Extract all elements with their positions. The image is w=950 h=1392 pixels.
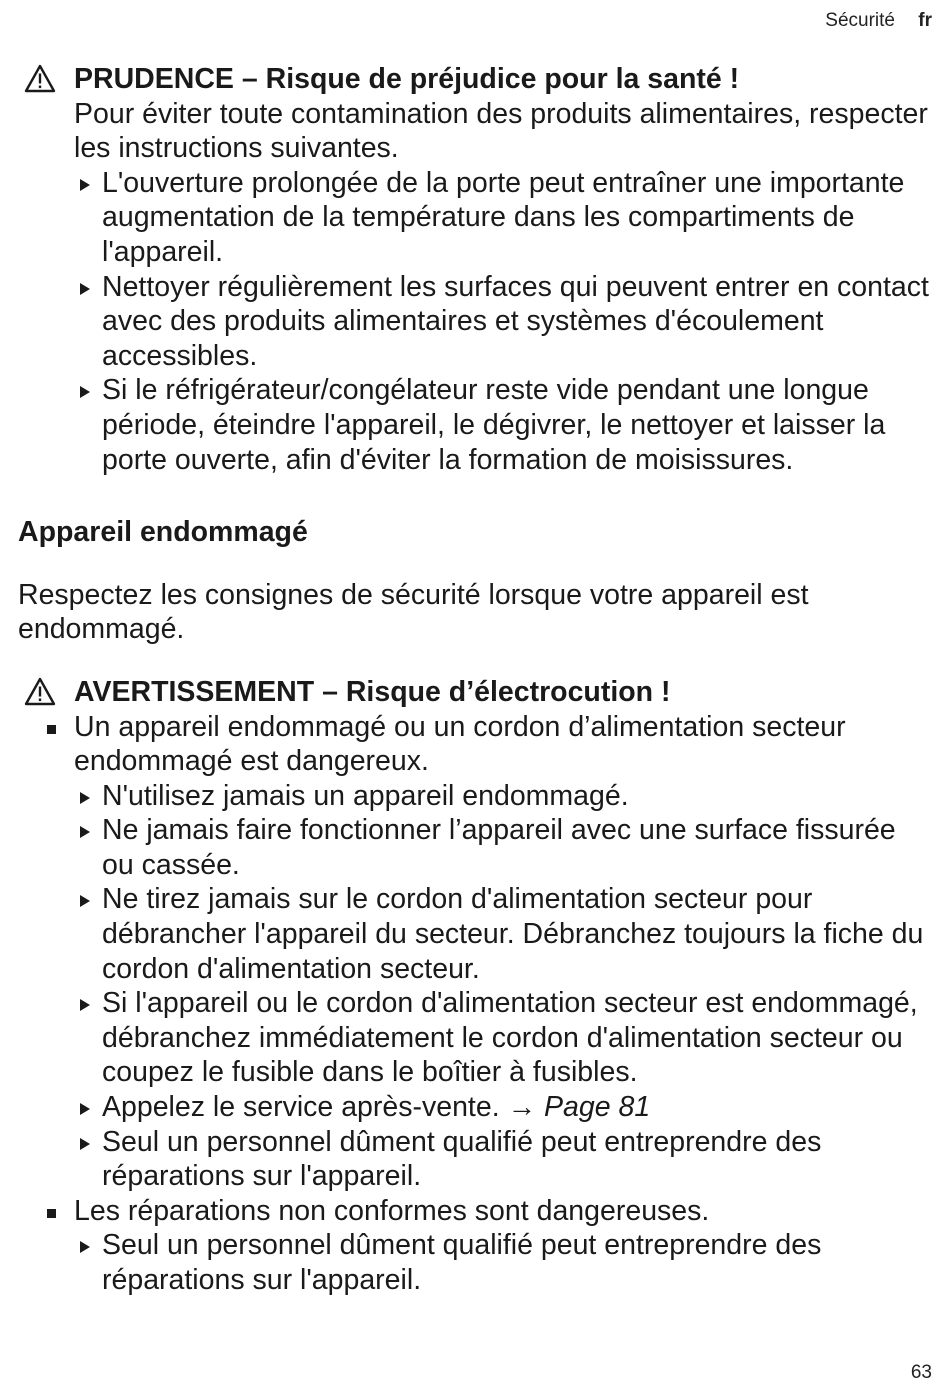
page-number: 63 [910, 1362, 932, 1383]
caution-heading [18, 62, 933, 97]
square-bullet-icon [47, 725, 56, 734]
caution-intro: Pour éviter toute contamination des produits alimentaires, respecter les instructions suivantes. [74, 97, 928, 165]
language-label: fr [918, 10, 932, 31]
list-item: Si l'appareil ou le cordon d'alimentation secteur est endommagé, débranchez immédiatement le cordon d'alimentation secteur ou coupez le fusible dans le boîtier à fusibles. [18, 986, 933, 1090]
arrow-bullet-icon [80, 1241, 90, 1253]
page-header [825, 10, 932, 32]
arrow-bullet-icon [80, 386, 90, 398]
arrow-bullet-icon [80, 792, 90, 804]
page-reference-link[interactable]: Page 81 [544, 1091, 651, 1124]
list-item: Ne jamais faire fonctionner l’appareil avec une surface fissurée ou cassée. [18, 813, 933, 882]
warning-heading [18, 675, 933, 710]
arrow-bullet-icon [80, 179, 90, 191]
list-item: Si le réfrigérateur/congélateur reste vide pendant une longue période, éteindre l'appareil, le dégivrer, le nettoyer et laisser la porte ouverte, afin d'éviter la formation de moisissures. [18, 373, 933, 477]
list-item: Seul un personnel dûment qualifié peut entreprendre des réparations sur l'appareil. [18, 1125, 933, 1194]
section-intro: Respectez les consignes de sécurité lorsque votre appareil est endommagé. [18, 578, 809, 646]
arrow-bullet-icon [80, 895, 90, 907]
page-content [18, 62, 933, 1298]
list-item: Appelez le service après-vente. → Page 81 [18, 1090, 933, 1125]
arrow-bullet-icon [80, 1103, 90, 1115]
reference-arrow: → [507, 1091, 537, 1124]
warning-triangle-icon [24, 677, 56, 706]
section-heading: Appareil endommagé [18, 516, 308, 549]
list-item: N'utilisez jamais un appareil endommagé. [18, 779, 933, 814]
arrow-bullet-icon [80, 283, 90, 295]
arrow-bullet-icon [80, 1138, 90, 1150]
list-item: Seul un personnel dûment qualifié peut entreprendre des réparations sur l'appareil. [18, 1228, 933, 1297]
arrow-bullet-icon [80, 999, 90, 1011]
bullet-item: Les réparations non conformes sont dangereuses. [18, 1194, 933, 1229]
section-label: Sécurité [825, 10, 895, 31]
list-item: Nettoyer régulièrement les surfaces qui peuvent entrer en contact avec des produits alimentaires et systèmes d'écoulement accessibles. [18, 270, 933, 374]
square-bullet-icon [47, 1209, 56, 1218]
arrow-bullet-icon [80, 826, 90, 838]
list-item: Ne tirez jamais sur le cordon d'alimentation secteur pour débrancher l'appareil du secteur. Débranchez toujours la fiche du cordon d'alimentation secteur. [18, 882, 933, 986]
caution-title: PRUDENCE – Risque de préjudice pour la santé ! [74, 63, 740, 95]
list-item: L'ouverture prolongée de la porte peut entraîner une importante augmentation de la température dans les compartiments de l'appareil. [18, 166, 933, 270]
bullet-item: Un appareil endommagé ou un cordon d’alimentation secteur endommagé est dangereux. [18, 710, 933, 779]
warning-triangle-icon [24, 64, 56, 93]
warning-title: AVERTISSEMENT – Risque d’électrocution ! [74, 675, 671, 708]
